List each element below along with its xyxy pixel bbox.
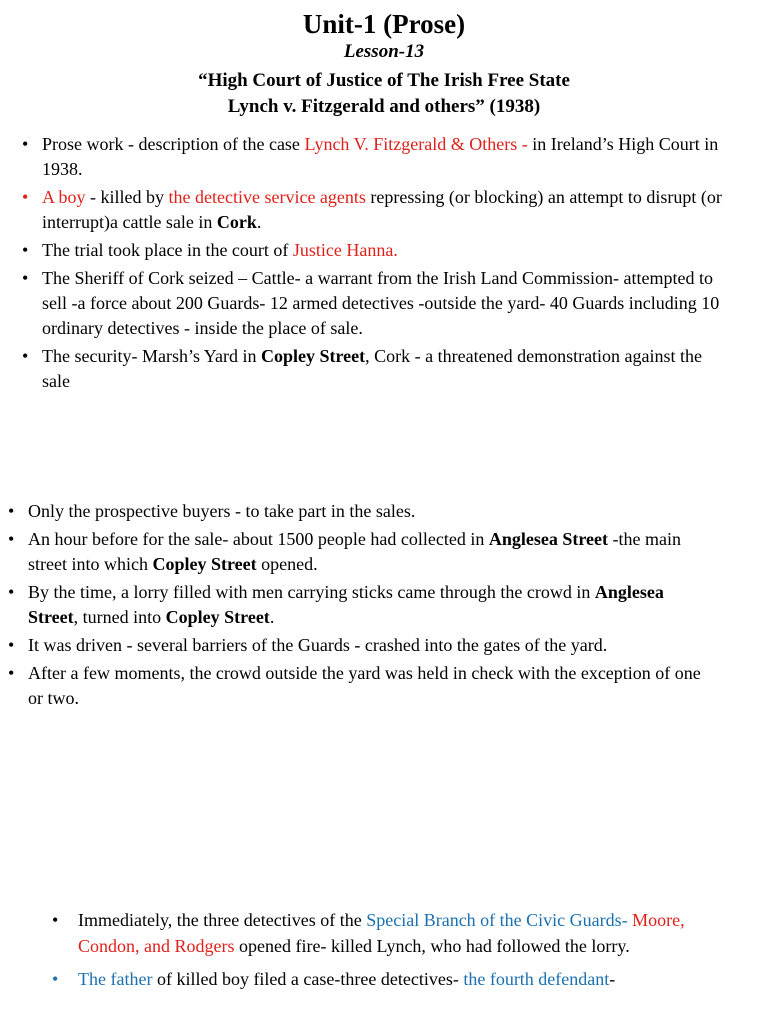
list-item-text-segment: , turned into: [73, 607, 166, 627]
list-item-text-segment: Cork: [216, 212, 257, 232]
list-item: [8, 633, 718, 658]
list-item-text-segment: The Sheriff of Cork seized – Cattle- a warrant from the Irish Land Commission- attempted to sell -a force about 200 Guards- 12 armed detectives -outside the yard- 40 Guards including 10 ordinary detectives - inside the place of sale.: [42, 268, 720, 338]
list-item-text-segment: , Cork - a threatened demonstration against the sale: [42, 346, 703, 391]
list-item: [22, 132, 732, 182]
list-item-text-segment: repressing (or blocking) an attempt to disrupt (or interrupt)a cattle sale in: [42, 187, 722, 232]
case-title-line-1: “High Court of Justice of The Irish Free State: [198, 70, 570, 91]
list-item: [22, 238, 732, 263]
list-item-text-segment: The security- Marsh’s Yard in: [42, 346, 261, 366]
list-item-text-segment: of killed boy filed a case-three detectives-: [152, 969, 464, 989]
list-item-text-segment: Immediately, the three detectives of the: [78, 910, 367, 930]
bullet-icon: •: [22, 240, 29, 260]
list-item-text-segment: Prose work - description of the case: [42, 134, 305, 154]
list-item-text-segment: Moore, Condon, and Rodgers: [78, 910, 685, 956]
bullet-icon: •: [8, 582, 15, 602]
list-item-text-segment: Special Branch of the Civic Guards-: [366, 910, 628, 930]
list-item-text-segment: Anglesea Street: [488, 529, 608, 549]
list-item-text-segment: the detective service agents: [168, 187, 366, 207]
list-item-text-segment: Copley Street: [165, 607, 270, 627]
list-item-text-segment: A boy: [42, 187, 86, 207]
bullet-icon: •: [8, 635, 15, 655]
page-title: Unit-1 (Prose): [302, 9, 466, 39]
list-item-text-segment: After a few moments, the crowd outside the yard was held in check with the exception of one or two.: [28, 663, 701, 708]
list-item-text-segment: Lynch V. Fitzgerald & Others -: [304, 134, 533, 154]
list-item-text-segment: The father: [78, 969, 153, 989]
list-item-text-segment: .: [256, 212, 262, 232]
list-item-text-segment: in Ireland’s High Court in 1938.: [42, 134, 719, 179]
bullet-icon: •: [52, 969, 59, 989]
list-item-text-segment: Only the prospective buyers - to take part in the sales.: [28, 501, 416, 521]
bullet-icon: •: [22, 134, 29, 154]
list-item: [52, 907, 748, 959]
list-item-text-segment: Copley Street: [152, 554, 257, 574]
list-item: [8, 580, 718, 630]
list-item-text-segment: An hour before for the sale- about 1500 people had collected in: [28, 529, 489, 549]
bullet-list-section-3: [52, 907, 748, 999]
list-item-text-segment: Justice Hanna.: [292, 240, 398, 260]
list-item-text-segment: the fourth defendant: [463, 969, 610, 989]
list-item-text-segment: -: [609, 969, 616, 989]
list-item-text-segment: The trial took place in the court of: [42, 240, 293, 260]
list-item: [8, 661, 718, 711]
bullet-icon: •: [8, 501, 15, 521]
list-item: [8, 499, 718, 524]
list-item: [22, 266, 732, 341]
list-item: [22, 344, 732, 394]
list-item-text-segment: By the time, a lorry filled with men carrying sticks came through the crowd in: [28, 582, 595, 602]
list-item-text-segment: Anglesea Street: [28, 582, 664, 627]
list-item-text-segment: -the main street into which: [28, 529, 681, 574]
bullet-icon: •: [22, 187, 29, 207]
bullet-icon: •: [22, 268, 29, 288]
list-item: [22, 185, 732, 235]
bullet-list-section-2: [8, 499, 718, 714]
bullet-icon: •: [52, 910, 59, 930]
list-item-text-segment: opened fire- killed Lynch, who had followed the lorry.: [234, 936, 630, 956]
bullet-icon: •: [22, 346, 29, 366]
bullet-icon: •: [8, 529, 15, 549]
list-item-text-segment: It was driven - several barriers of the Guards - crashed into the gates of the yard.: [28, 635, 608, 655]
bullet-icon: •: [8, 663, 15, 683]
list-item: [8, 527, 718, 577]
list-item: [52, 966, 748, 992]
list-item-text-segment: opened.: [256, 554, 318, 574]
list-item-text-segment: - killed by: [85, 187, 169, 207]
list-item-text-segment: .: [269, 607, 275, 627]
lesson-label: Lesson-13: [343, 41, 425, 62]
list-item-text-segment: Copley Street: [260, 346, 366, 366]
bullet-list-section-1: [22, 132, 732, 397]
case-title-line-2: Lynch v. Fitzgerald and others” (1938): [227, 96, 541, 117]
